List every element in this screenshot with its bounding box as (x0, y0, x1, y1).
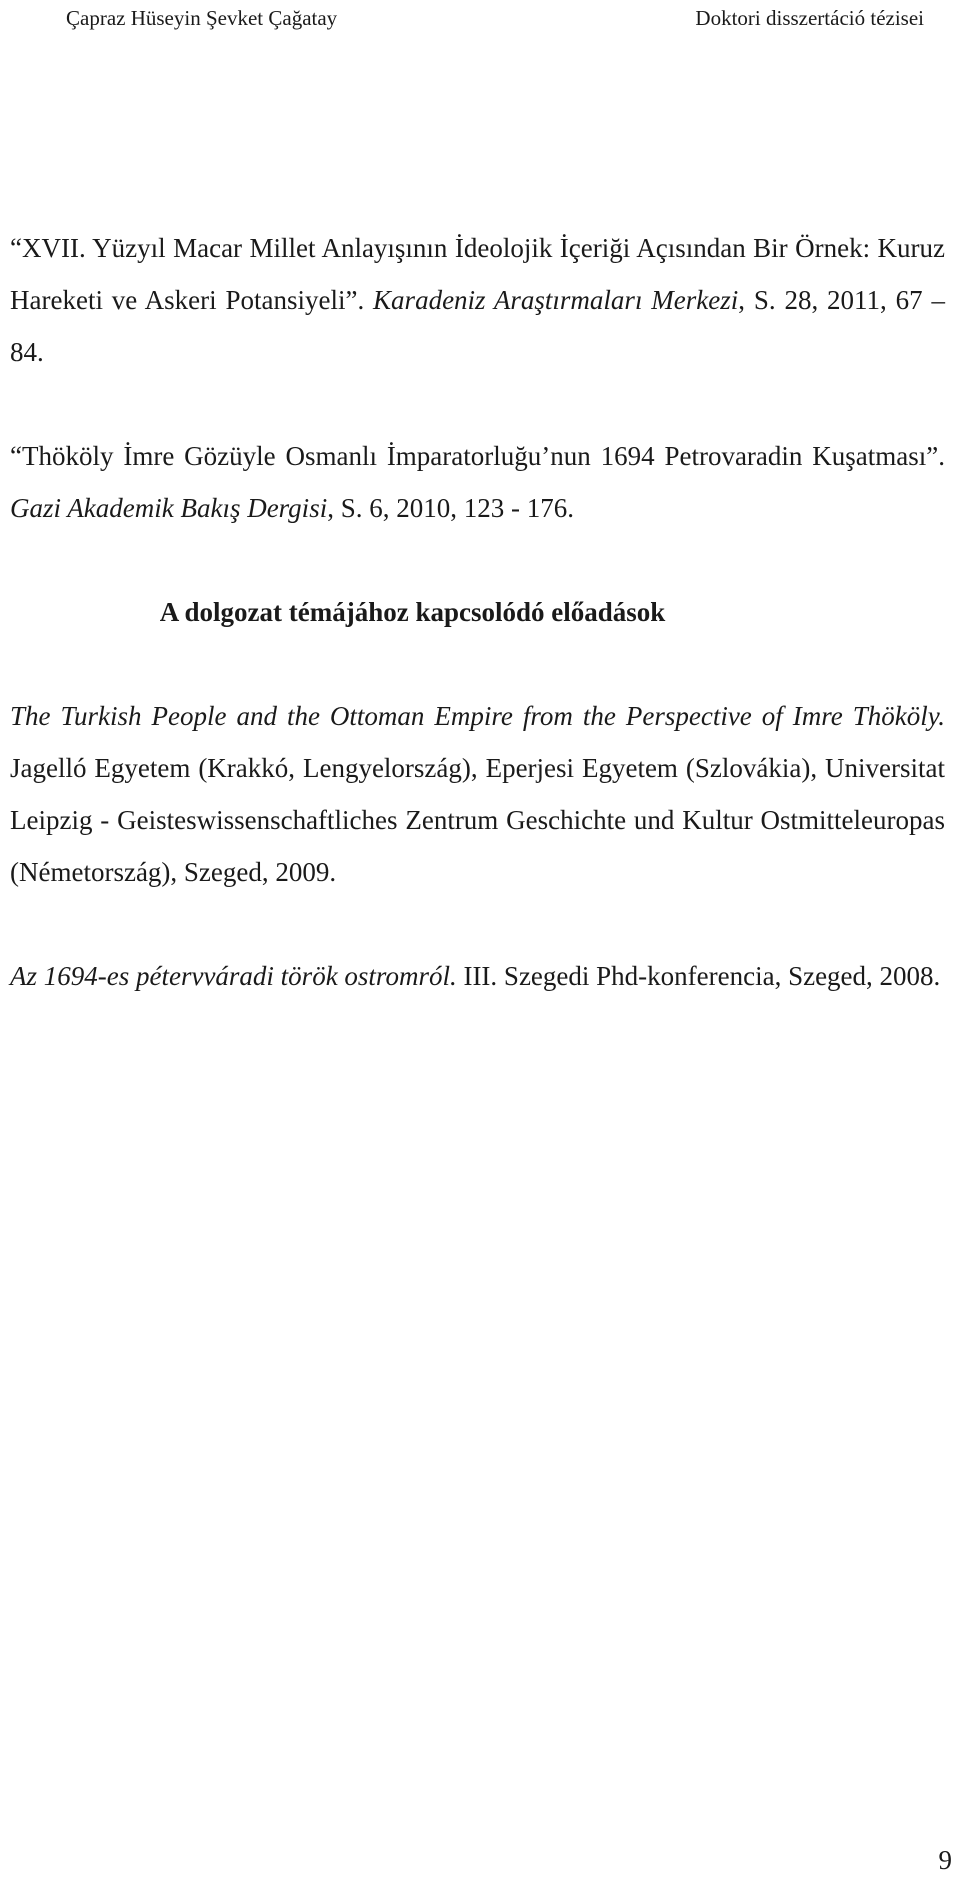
header-author: Çapraz Hüseyin Şevket Çağatay (66, 6, 338, 30)
page-number: 9 (938, 1845, 952, 1875)
talk-entry (10, 950, 945, 1002)
page-content (10, 222, 945, 1002)
talk-title: Az 1694-es pétervváradi török ostromról. (10, 961, 457, 991)
running-header (0, 6, 960, 38)
header-document-title: Doktori disszertáció tézisei (695, 6, 924, 30)
talk-title: The Turkish People and the Ottoman Empire from the Perspective of Imre Thököly. (10, 701, 945, 731)
publication-details: , S. 6, 2010, 123 - 176. (327, 493, 574, 523)
section-heading: A dolgozat témájához kapcsolódó előadások (159, 597, 666, 627)
publication-entry (10, 430, 945, 534)
publication-venue: Karadeniz Araştırmaları Merkezi (373, 285, 739, 315)
publication-title: “XVII. Yüzyıl Macar Millet Anlayışının İdeolojik İçeriği Açısından Bir Örnek: Kuruz Hareketi ve Askeri Potansiyeli”. (10, 233, 945, 315)
publication-venue: Gazi Akademik Bakış Dergisi (10, 493, 328, 523)
publication-details: , S. 28, 2011, 67 – 84. (10, 285, 945, 367)
publication-title: “Thököly İmre Gözüyle Osmanlı İmparatorluğu’nun 1694 Petrovaradin Kuşatması”. (10, 441, 945, 471)
talk-details: Jagelló Egyetem (Krakkó, Lengyelország), Eperjesi Egyetem (Szlovákia), Universitat Leipzig - Geisteswissenschaftliches Zentrum Geschichte und Kultur Ostmitteleuropas (Németország), Szeged, 2009. (10, 753, 945, 887)
talk-entry (10, 690, 945, 898)
publication-entry (10, 222, 945, 378)
talk-details: III. Szegedi Phd-konferencia, Szeged, 2008. (456, 961, 941, 991)
